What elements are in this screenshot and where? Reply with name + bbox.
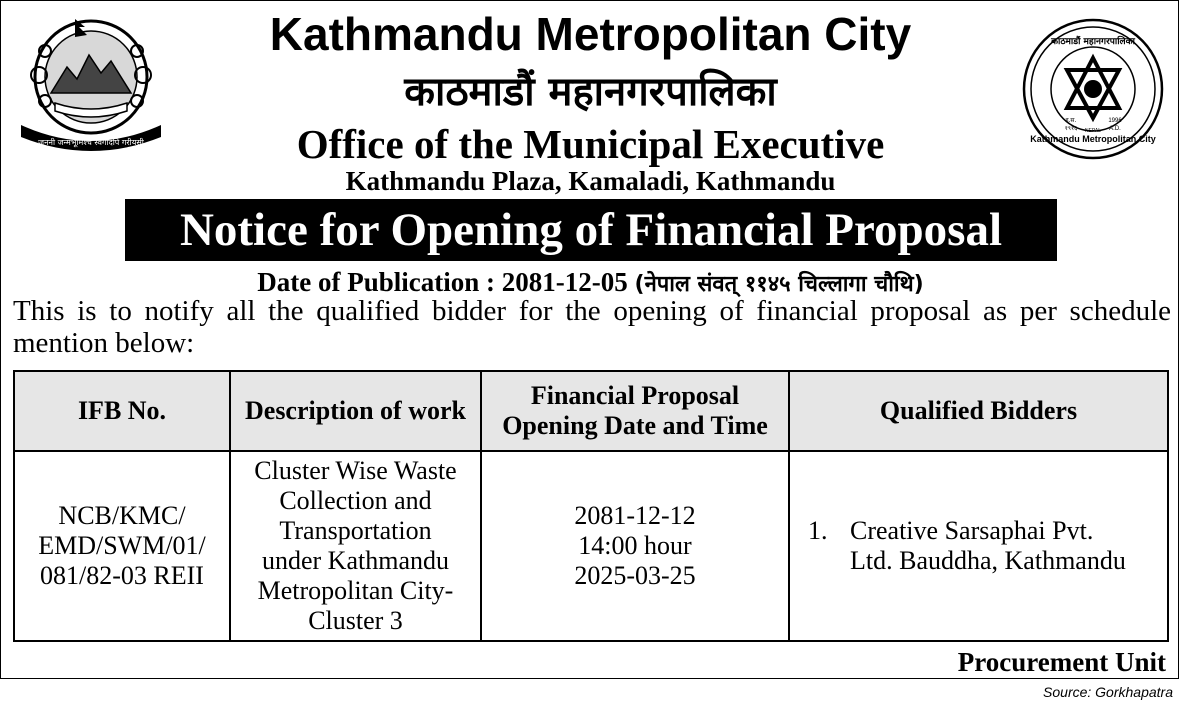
source-credit: Source: Gorkhapatra — [1043, 684, 1173, 700]
seal-year-en: 1996 — [1108, 118, 1122, 124]
office-address: Kathmandu Plaza, Kamaladi, Kathmandu — [345, 166, 836, 196]
opening-datetime-cell — [481, 451, 789, 641]
description-line: Collection and — [279, 486, 432, 515]
office-title: Office of the Municipal Executive — [296, 121, 885, 167]
notice-banner: Notice for Opening of Financial Proposal — [125, 199, 1057, 261]
opening-date-bs: 2081-12-12 — [574, 501, 696, 530]
bidder-name — [850, 516, 1126, 576]
table-row — [14, 451, 1168, 641]
schedule-table — [13, 370, 1169, 642]
description-line: Cluster 3 — [308, 606, 403, 635]
description-cell — [230, 451, 481, 641]
seal-era-en: A.D. — [1109, 126, 1121, 132]
col-header-opening: Financial Proposal Opening Date and Time — [481, 371, 789, 451]
description-line: Transportation — [279, 516, 432, 545]
publication-date-label: Date of Publication : 2081-12-05 — [257, 267, 628, 297]
col-header-ifb: IFB No. — [14, 371, 230, 451]
seal-era-np: इ.स. — [1065, 117, 1077, 124]
opening-date-ad: 2025-03-25 — [574, 561, 696, 590]
publication-date-nepali: (नेपाल संवत् ११४५ चिल्लागा चौथि) — [634, 272, 924, 297]
description-line: Metropolitan City- — [257, 576, 454, 605]
col-header-description: Description of work — [230, 371, 481, 451]
seal-year-np: १९१६ — [1064, 125, 1078, 132]
intro-paragraph: This is to notify all the qualified bidder for the opening of financial proposal as per schedule mention below: — [13, 295, 1171, 359]
procurement-unit: Procurement Unit — [957, 647, 1166, 677]
description-line: under Kathmandu — [261, 546, 449, 575]
opening-time: 14:00 hour — [578, 531, 692, 560]
col-header-bidders: Qualified Bidders — [789, 371, 1168, 451]
description-line: Cluster Wise Waste — [254, 456, 457, 485]
table-header-row — [14, 371, 1168, 451]
seal-ring-np: काठमाडौं महानगरपालिका — [1051, 37, 1135, 47]
bidder-number: 1. — [808, 516, 828, 545]
city-title-nepali: काठमाडौं महानगरपालिका — [404, 69, 777, 115]
city-title: Kathmandu Metropolitan City — [269, 8, 912, 60]
emblem-motto: जननी जन्मभूमिश्च स्वर्गादपि गरीयसी — [38, 138, 144, 147]
ifb-cell — [14, 451, 230, 641]
list-item — [808, 516, 1165, 576]
bidder-line: Creative Sarsaphai Pvt. — [850, 516, 1094, 545]
seal-ring-en: Kathmandu Metropolitan City — [1030, 134, 1156, 144]
bidder-line: Ltd. Bauddha, Kathmandu — [850, 546, 1126, 575]
bidders-cell — [789, 451, 1168, 641]
ifb-line: EMD/SWM/01/ — [38, 531, 206, 560]
ifb-line: 081/82-03 REII — [40, 561, 204, 590]
ifb-line: NCB/KMC/ — [58, 501, 186, 530]
seal-country: NEPAL — [1084, 128, 1102, 134]
